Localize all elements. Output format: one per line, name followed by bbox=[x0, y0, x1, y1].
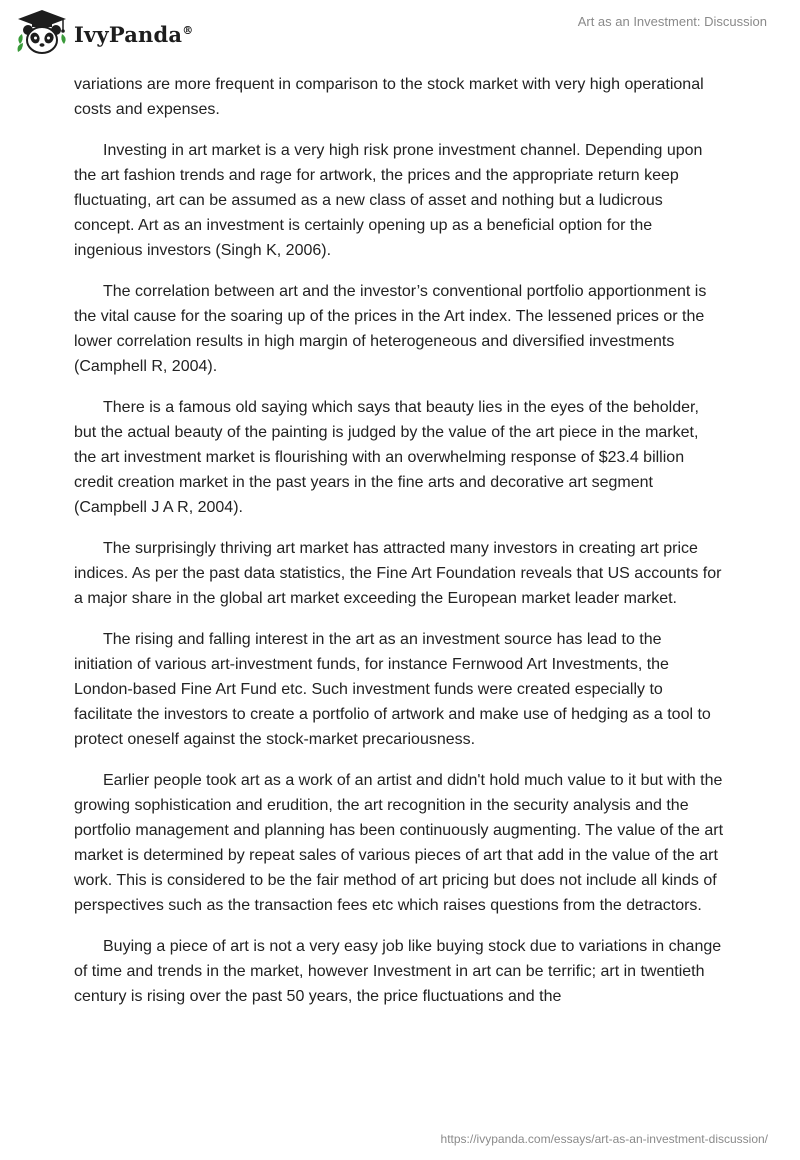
trademark-symbol: ® bbox=[182, 23, 194, 37]
paragraph: Investing in art market is a very high risk prone investment channel. Depending upon the art fashion trends and rage for artwork, the prices and the appropriate return keep fluctuating, art can be assumed as a new class of asset and nothing but a ludicrous concept. Art as an investment is certainly opening up as a beneficial option for the ingenious investors (Singh K, 2006). bbox=[74, 142, 703, 259]
essay-body bbox=[74, 72, 724, 1025]
source-url[interactable]: https://ivypanda.com/essays/art-as-an-investment-discussion/ bbox=[440, 1132, 768, 1146]
page-header bbox=[0, 0, 800, 70]
paragraph: variations are more frequent in comparison to the stock market with very high operational costs and expenses. bbox=[74, 76, 704, 118]
paragraph: The rising and falling interest in the art as an investment source has lead to the initiation of various art-investment funds, for instance Fernwood Art Investments, the London-based Fine Art Fund etc. Such investment funds were created especially to facilitate the investors to create a portfolio of artwork and make use of hedging as a tool to protect oneself against the stock-market precariousness. bbox=[74, 631, 711, 748]
ivypanda-logo[interactable] bbox=[14, 8, 193, 56]
panda-graduation-cap-icon bbox=[14, 8, 70, 56]
paragraph: The surprisingly thriving art market has attracted many investors in creating art price indices. As per the past data statistics, the Fine Art Foundation reveals that US accounts for a major share in the global art market exceeding the European market leader market. bbox=[74, 540, 722, 607]
paragraph: Buying a piece of art is not a very easy job like buying stock due to variations in change of time and trends in the market, however Investment in art can be terrific; art in twentieth century is rising over the past 50 years, the price fluctuations and the bbox=[74, 938, 722, 1005]
paragraph: Earlier people took art as a work of an artist and didn't hold much value to it but with the growing sophistication and erudition, the art recognition in the security analysis and the portfolio management and planning has been continuously augmenting. The value of the art market is determined by repeat sales of various pieces of art that add in the value of the art work. This is considered to be the fair method of art pricing but does not include all kinds of perspectives such as the transaction fees etc which raises questions from the detractors. bbox=[74, 772, 724, 914]
paragraph: There is a famous old saying which says that beauty lies in the eyes of the beholder, but the actual beauty of the painting is judged by the value of the art piece in the market, the art investment market is flourishing with an overwhelming response of $23.4 billion credit creation market in the past years in the fine arts and decorative art segment (Campbell J A R, 2004). bbox=[74, 399, 699, 516]
paragraph: The correlation between art and the investor’s conventional portfolio apportionment is the vital cause for the soaring up of the prices in the Art index. The lessened prices or the lower correlation results in high margin of heterogeneous and diversified investments (Camphell R, 2004). bbox=[74, 283, 707, 375]
brand-name: IvyPanda® bbox=[74, 21, 194, 47]
document-title: Art as an Investment: Discussion bbox=[577, 14, 767, 29]
